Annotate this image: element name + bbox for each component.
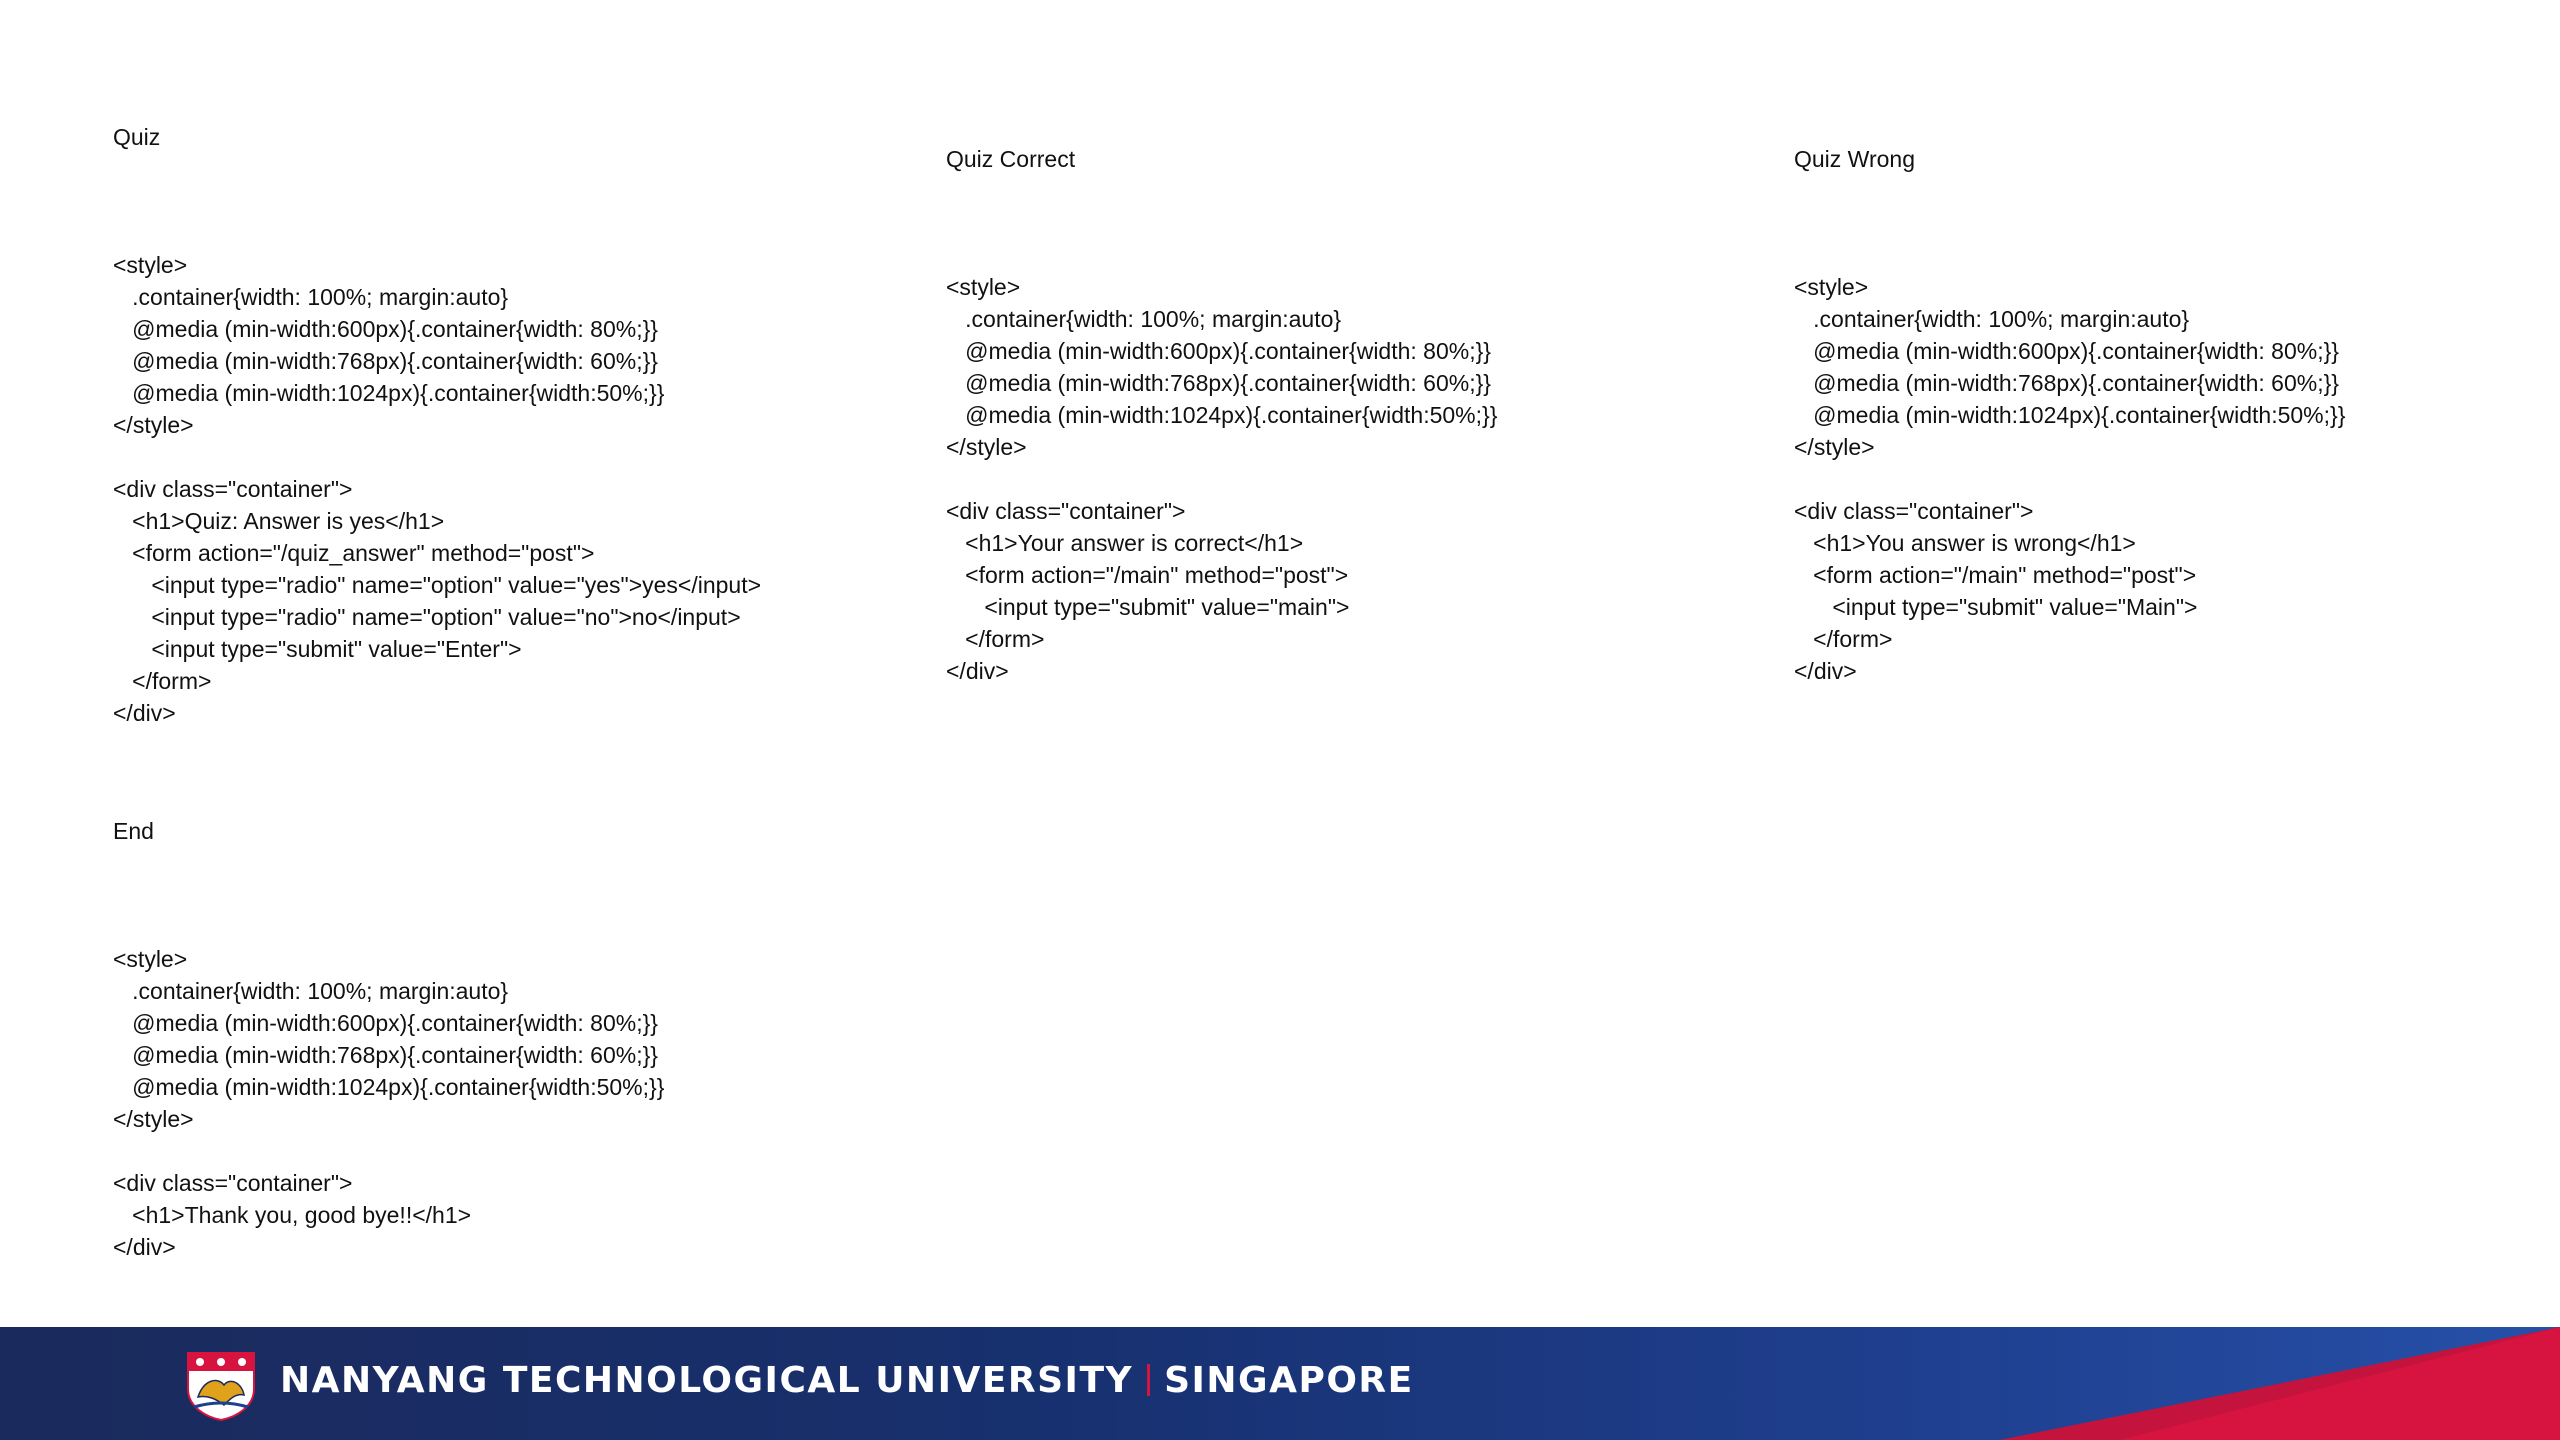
- code-line: @media (min-width:768px){.container{width: 60%;}}: [1794, 370, 2339, 396]
- code-line: <input type="submit" value="Enter">: [113, 636, 522, 662]
- code-line: <div class="container">: [113, 476, 353, 502]
- code-line: <h1>Your answer is correct</h1>: [946, 530, 1304, 556]
- end-title: End: [113, 818, 154, 844]
- code-line: .container{width: 100%; margin:auto}: [1794, 306, 2190, 332]
- code-line: .container{width: 100%; margin:auto}: [113, 978, 509, 1004]
- code-line: @media (min-width:1024px){.container{width:50%;}}: [113, 380, 665, 406]
- code-line: .container{width: 100%; margin:auto}: [946, 306, 1342, 332]
- wordmark-divider: [1147, 1364, 1150, 1396]
- quiz-title: Quiz: [113, 124, 161, 150]
- code-line: @media (min-width:768px){.container{width: 60%;}}: [113, 348, 658, 374]
- code-line: <input type="radio" name="option" value="no">no</input>: [113, 604, 741, 630]
- code-line: <input type="submit" value="main">: [946, 594, 1350, 620]
- quiz-correct-code-lines: [946, 271, 1497, 687]
- quiz-wrong-code-lines: [1794, 271, 2345, 687]
- quiz-code-lines: [113, 249, 761, 729]
- end-code-lines: [113, 943, 664, 1263]
- code-line: <style>: [113, 252, 188, 278]
- code-line: [946, 463, 1497, 495]
- code-line: [1794, 463, 2345, 495]
- code-line: <div class="container">: [113, 1170, 353, 1196]
- code-line: @media (min-width:1024px){.container{width:50%;}}: [946, 402, 1498, 428]
- code-line: <h1>You answer is wrong</h1>: [1794, 530, 2136, 556]
- code-line: @media (min-width:600px){.container{width: 80%;}}: [113, 316, 658, 342]
- code-line: [113, 441, 761, 473]
- quiz-correct-title: Quiz Correct: [946, 146, 1076, 172]
- code-line: <input type="radio" name="option" value="yes">yes</input>: [113, 572, 762, 598]
- code-line: @media (min-width:1024px){.container{width:50%;}}: [113, 1074, 665, 1100]
- university-location: SINGAPORE: [1164, 1360, 1414, 1401]
- code-line: <h1>Thank you, good bye!!</h1>: [113, 1202, 472, 1228]
- code-line: @media (min-width:600px){.container{width: 80%;}}: [113, 1010, 658, 1036]
- code-line: <div class="container">: [946, 498, 1186, 524]
- code-line: <input type="submit" value="Main">: [1794, 594, 2198, 620]
- code-line: [113, 1135, 664, 1167]
- quiz-wrong-code-block: [1794, 79, 2345, 751]
- code-line: @media (min-width:768px){.container{width: 60%;}}: [946, 370, 1491, 396]
- code-line: <div class="container">: [1794, 498, 2034, 524]
- code-line: </style>: [113, 1106, 194, 1132]
- code-line: @media (min-width:600px){.container{width: 80%;}}: [1794, 338, 2339, 364]
- quiz-code-block: [113, 57, 761, 793]
- code-line: <h1>Quiz: Answer is yes</h1>: [113, 508, 445, 534]
- quiz-wrong-title: Quiz Wrong: [1794, 146, 1916, 172]
- code-line: .container{width: 100%; margin:auto}: [113, 284, 509, 310]
- code-line: </div>: [113, 1234, 176, 1260]
- code-line: </style>: [1794, 434, 1875, 460]
- quiz-correct-code-block: [946, 79, 1497, 751]
- code-line: @media (min-width:768px){.container{width: 60%;}}: [113, 1042, 658, 1068]
- end-code-block: [113, 751, 664, 1327]
- code-line: </form>: [113, 668, 212, 694]
- code-line: </div>: [946, 658, 1009, 684]
- code-line: </div>: [113, 700, 176, 726]
- code-line: <style>: [1794, 274, 1869, 300]
- code-line: @media (min-width:1024px){.container{width:50%;}}: [1794, 402, 2346, 428]
- code-line: </style>: [113, 412, 194, 438]
- code-line: <style>: [113, 946, 188, 972]
- code-line: <form action="/main" method="post">: [1794, 562, 2197, 588]
- red-accent-wedge: [2000, 1327, 2560, 1440]
- university-wordmark: [280, 1357, 1414, 1405]
- code-line: </form>: [1794, 626, 1893, 652]
- code-line: <form action="/main" method="post">: [946, 562, 1349, 588]
- university-name: NANYANG TECHNOLOGICAL UNIVERSITY: [280, 1360, 1134, 1401]
- code-line: <form action="/quiz_answer" method="post">: [113, 540, 595, 566]
- code-line: </div>: [1794, 658, 1857, 684]
- ntu-crest-icon: [184, 1349, 258, 1421]
- code-line: </style>: [946, 434, 1027, 460]
- code-line: @media (min-width:600px){.container{width: 80%;}}: [946, 338, 1491, 364]
- code-line: <style>: [946, 274, 1021, 300]
- university-footer-bar: [0, 1327, 2560, 1440]
- code-line: </form>: [946, 626, 1045, 652]
